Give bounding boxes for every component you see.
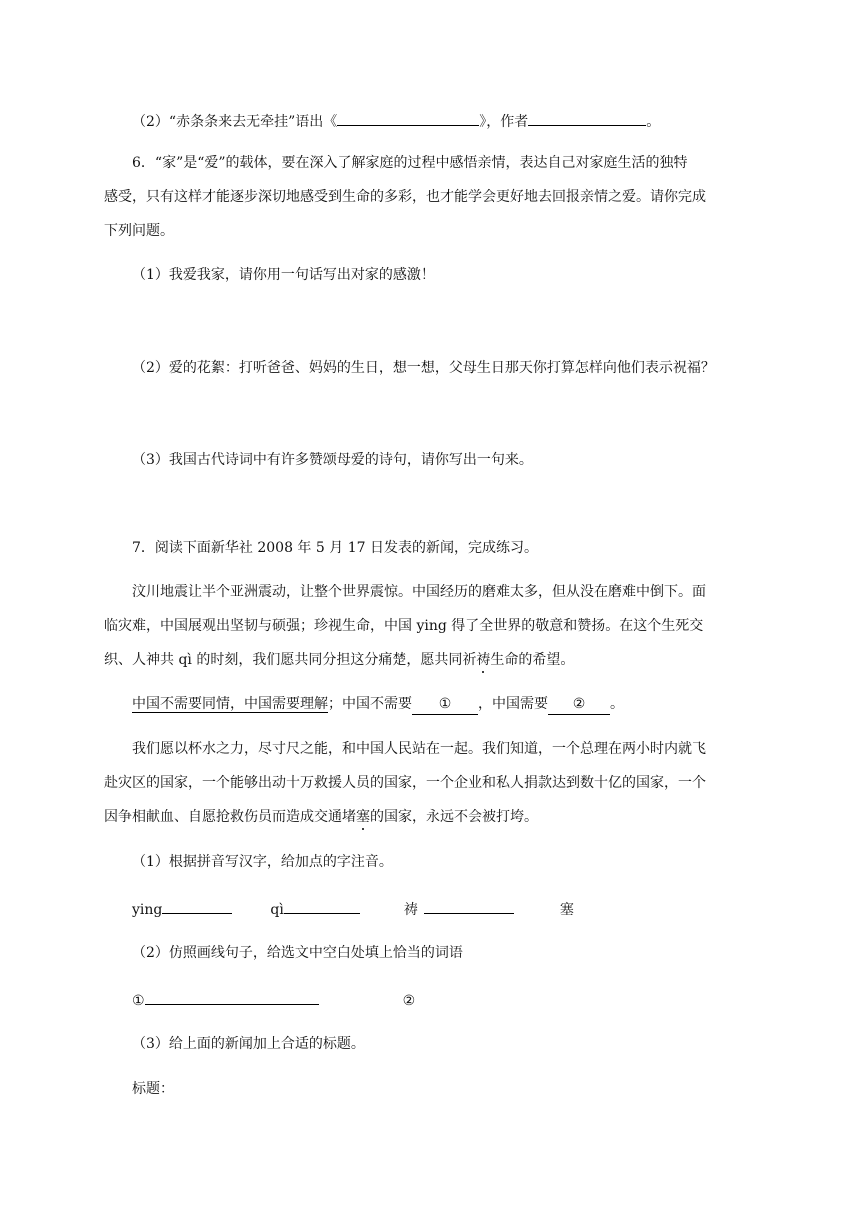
- q7-p3-line-3: [104, 807, 538, 827]
- q7-intro: 7．阅读下面新华社 2008 年 5 月 17 日发表的新闻，完成练习。: [132, 540, 538, 556]
- q6-line-2: 感受，只有这样才能逐步深切地感受到生命的多彩，也才能学会更好地去回报亲情之爱。请你完成: [104, 189, 706, 205]
- q7-p1-line-2: 临灾难，中国展观出坚韧与硕强；珍视生命，中国 ying 得了全世界的敬意和赞扬。在这个生死交: [104, 618, 704, 634]
- q6-line-1: 6．“家”是“爱”的载体，要在深入了解家庭的过程中感悟亲情，表达自己对家庭生活的独特: [132, 155, 688, 171]
- answer-label-2: ②: [402, 993, 416, 1009]
- q7-p2-end: 。: [610, 696, 624, 712]
- pinyin-qi: qì: [270, 902, 284, 918]
- q7-sub-1: （1）根据拼音写汉字，给加点的字注音。: [132, 854, 393, 870]
- char-dao: 祷: [403, 902, 418, 918]
- q5-2-end: 。: [646, 114, 661, 130]
- q5-2-mid: 》，作者: [479, 114, 529, 130]
- pinyin-ying: ying: [132, 902, 163, 918]
- answer-blank-1[interactable]: [145, 989, 319, 1005]
- q7-sub-2: （2）仿照画线句子，给选文中空白处填上恰当的词语: [132, 945, 463, 961]
- q7-p1-line-3: [104, 650, 574, 670]
- q7-p1-line-1: 汶川地震让半个亚洲震动，让整个世界震惊。中国经历的磨难太多，但从没在磨难中倒下。面: [132, 584, 706, 600]
- q7-p1-line-3-text-a: 织、人神共 qì 的时刻，我们愿共同分担这分痛楚，愿共同祈: [104, 652, 477, 668]
- q7-blank-2[interactable]: ②: [548, 694, 610, 715]
- q5-2-prefix: （2）“赤条条来去无牵挂”语出《: [132, 114, 338, 130]
- q7-p2-line: [132, 694, 624, 715]
- q7-blank-1[interactable]: ①: [412, 694, 478, 715]
- title-label: 标题：: [132, 1081, 174, 1097]
- answer-blank-dao[interactable]: [424, 898, 514, 914]
- q7-p2-mid: ；中国不需要: [328, 696, 412, 712]
- q7-sub-3: （3）给上面的新闻加上合适的标题。: [132, 1036, 365, 1052]
- answer-blank-ying[interactable]: [162, 898, 232, 914]
- q7-sub-1-answers: [132, 898, 574, 920]
- q5-2-source-blank[interactable]: [337, 110, 479, 126]
- q7-underlined-sentence: 中国不需要同情，中国需要理解: [132, 696, 328, 712]
- q6-sub-2: （2）爱的花絮：打听爸爸、妈妈的生日，想一想，父母生日那天你打算怎样向他们表示祝福？: [132, 360, 715, 376]
- dotted-char-sai: 塞: [356, 809, 370, 825]
- q6-line-3: 下列问题。: [104, 223, 174, 239]
- answer-blank-qi[interactable]: [284, 898, 360, 914]
- q7-p3-line-3-text-a: 因争相献血、自愿抢救伤员而造成交通堵: [104, 809, 356, 825]
- q7-p3-line-2: 赴灾区的国家，一个能够出动十万救援人员的国家，一个企业和私人捐款达到数十亿的国家，一个: [104, 775, 706, 791]
- dotted-char-dao: 祷: [476, 652, 491, 668]
- q7-p1-line-3-text-b: 生命的希望。: [490, 652, 575, 668]
- q7-p3-line-1: 我们愿以杯水之力，尽寸尺之能，和中国人民站在一起。我们知道，一个总理在两小时内就飞: [132, 741, 706, 757]
- q7-sub-2-answers: [132, 989, 415, 1011]
- answer-label-1: ①: [132, 993, 145, 1009]
- q5-2-author-blank[interactable]: [528, 110, 646, 126]
- q5-2-line: [132, 110, 660, 132]
- q6-sub-1: （1）我爱我家，请你用一句话写出对家的感激！: [132, 267, 435, 283]
- q7-p3-line-3-text-b: 的国家，永远不会被打垮。: [370, 809, 538, 825]
- q6-sub-3: （3）我国古代诗词中有许多赞颂母爱的诗句，请你写出一句来。: [132, 452, 533, 468]
- q7-p2-mid-2: ，中国需要: [478, 696, 548, 712]
- char-sai: 塞: [559, 902, 574, 918]
